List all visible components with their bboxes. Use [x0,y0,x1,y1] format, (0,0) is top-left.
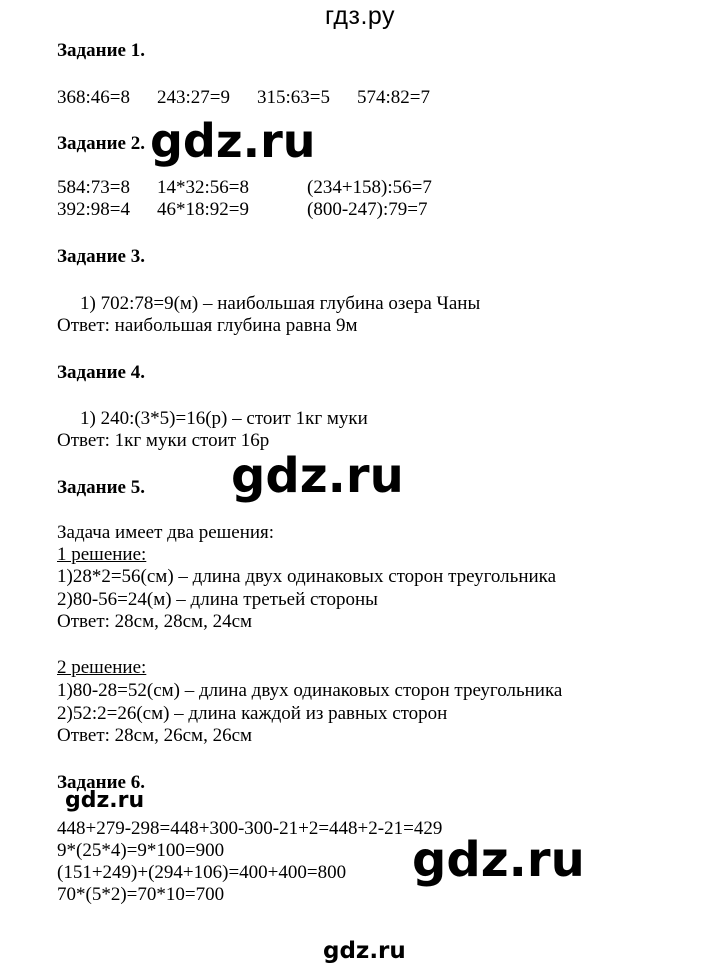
watermark: gdz.ru [65,788,145,813]
task-6-heading: Задание 6. [57,772,145,793]
solution-2-line: 1)80-28=52(см) – длина двух одинаковых сторон треугольника [57,680,563,701]
task-5-intro: Задача имеет два решения: [57,522,275,543]
solution-1-line: 2)80-56=24(м) – длина третьей стороны [57,589,378,610]
solution-1-answer: Ответ: 28см, 28см, 24см [57,611,253,632]
task-3-heading: Задание 3. [57,246,145,267]
watermark: gdz.ru [323,938,406,964]
task-5-heading: Задание 5. [57,477,145,498]
watermark: gdz.ru [231,448,404,504]
task-3-step: 1) 702:78=9(м) – наибольшая глубина озера Чаны [80,293,481,314]
watermark: gdz.ru [412,832,585,888]
watermark: gdz.ru [150,114,316,168]
site-header: гдз.ру [324,2,396,30]
task-2-item: (800-247):79=7 [307,199,428,220]
task-1-item: 243:27=9 [157,87,230,108]
solution-1-line: 1)28*2=56(см) – длина двух одинаковых сторон треугольника [57,566,557,587]
task-6-line: 9*(25*4)=9*100=900 [57,840,225,861]
task-1-item: 574:82=7 [357,87,430,108]
task-6-line: (151+249)+(294+106)=400+400=800 [57,862,347,883]
solution-2-title: 2 решение: [57,657,147,678]
task-4-step: 1) 240:(3*5)=16(р) – стоит 1кг муки [80,408,368,429]
task-6-line: 448+279-298=448+300-300-21+2=448+2-21=429 [57,818,443,839]
task-2-row [57,177,477,199]
task-1-item: 368:46=8 [57,87,130,108]
task-2-item: (234+158):56=7 [307,177,432,198]
task-2-item: 14*32:56=8 [157,177,249,198]
solution-2-line: 2)52:2=26(см) – длина каждой из равных сторон [57,703,448,724]
task-2-row [57,199,477,221]
task-1-heading: Задание 1. [57,40,145,61]
task-1-row [57,87,477,109]
task-2-heading: Задание 2. [57,133,145,154]
task-2-item: 584:73=8 [57,177,130,198]
solution-2-answer: Ответ: 28см, 26см, 26см [57,725,253,746]
task-4-answer: Ответ: 1кг муки стоит 16р [57,430,270,451]
task-3-answer: Ответ: наибольшая глубина равна 9м [57,315,358,336]
task-2-item: 46*18:92=9 [157,199,249,220]
task-6-line: 70*(5*2)=70*10=700 [57,884,225,905]
task-1-item: 315:63=5 [257,87,330,108]
solution-1-title: 1 решение: [57,544,147,565]
task-4-heading: Задание 4. [57,362,145,383]
task-2-item: 392:98=4 [57,199,130,220]
